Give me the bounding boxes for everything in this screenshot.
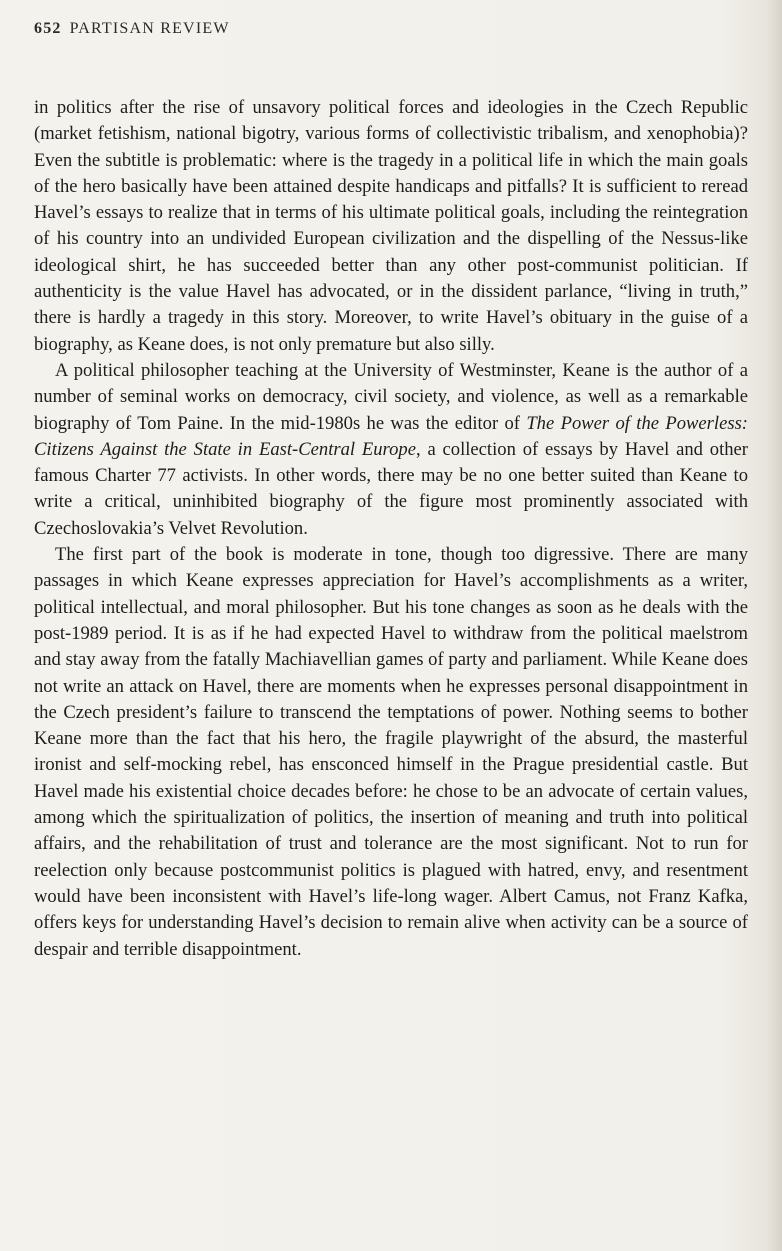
journal-title: PARTISAN REVIEW: [69, 20, 230, 37]
paragraph-text-before-title: A political philosopher teaching at the University of Westminster, Keane is the author of a number of seminal works on democracy, civil society, and violence, as well as a remarkable biography of Tom Paine. In the mid-1980s he was the editor of: [34, 359, 748, 434]
paragraph-continued: in politics after the rise of unsavory political forces and ideologies in the Czech Republic (market fetishism, national bigotry, various forms of collectivistic tribalism, and xenophobia)? Even the subtitle is problematic: where is the tragedy in a political life in which the main goals of the hero basically have been attained despite handicaps and pitfalls? It is sufficient to reread Havel’s essays to realize that in terms of his ultimate political goals, including the reintegration of his country into an undivided European civilization and the dispelling of the Nessus-like ideological shirt, he has succeeded better than any other post-communist politician. If authenticity is the value Havel has advocated, or in the dissident parlance, “living in truth,” there is hardly a tragedy in this story. Moreover, to write Havel’s obituary in the guise of a biography, as Keane does, is not only premature but also silly.: [34, 97, 748, 355]
running-head: [34, 20, 230, 38]
paragraph-text-after-title: , a collection of essays by Havel and other famous Charter 77 activists. In other words, there may be no one better suited than Keane to write a critical, uninhibited biography of the figure most prominently associated with Czechoslovakia’s Velvet Revolution.: [34, 438, 748, 539]
book-title-italic: The Power of the Powerless: Citizens Against the State in East-Central Europe: [34, 412, 748, 460]
paragraph-book-critique: The first part of the book is moderate in tone, though too digressive. There are many passages in which Keane expresses appreciation for Havel’s accomplishments as a writer, political intellectual, and moral philosopher. But his tone changes as soon as he deals with the post-1989 period. It is as if he had expected Havel to withdraw from the political maelstrom and stay away from the fatally Machiavellian games of party and parliament. While Keane does not write an attack on Havel, there are moments when he expresses personal disappointment in the Czech president’s failure to transcend the temptations of power. Nothing seems to bother Keane more than the fact that his hero, the fragile playwright of the absurd, the masterful ironist and self-mocking rebel, has ensconced himself in the Prague presidential castle. But Havel made his existential choice decades before: he chose to be an advocate of certain values, among which the spiritualization of politics, the insertion of meaning and truth into political affairs, and the rehabilitation of trust and tolerance are the most significant. Not to run for reelection only because postcommunist politics is plagued with hatred, envy, and resentment would have been inconsistent with Havel’s life-long wager. Albert Camus, not Franz Kafka, offers keys for understanding Havel’s decision to remain alive when activity can be a source of despair and terrible disappointment.: [34, 544, 748, 960]
page-number: 652: [34, 20, 62, 37]
paragraph-keane-bio: [34, 358, 748, 542]
article-body: [34, 95, 748, 963]
